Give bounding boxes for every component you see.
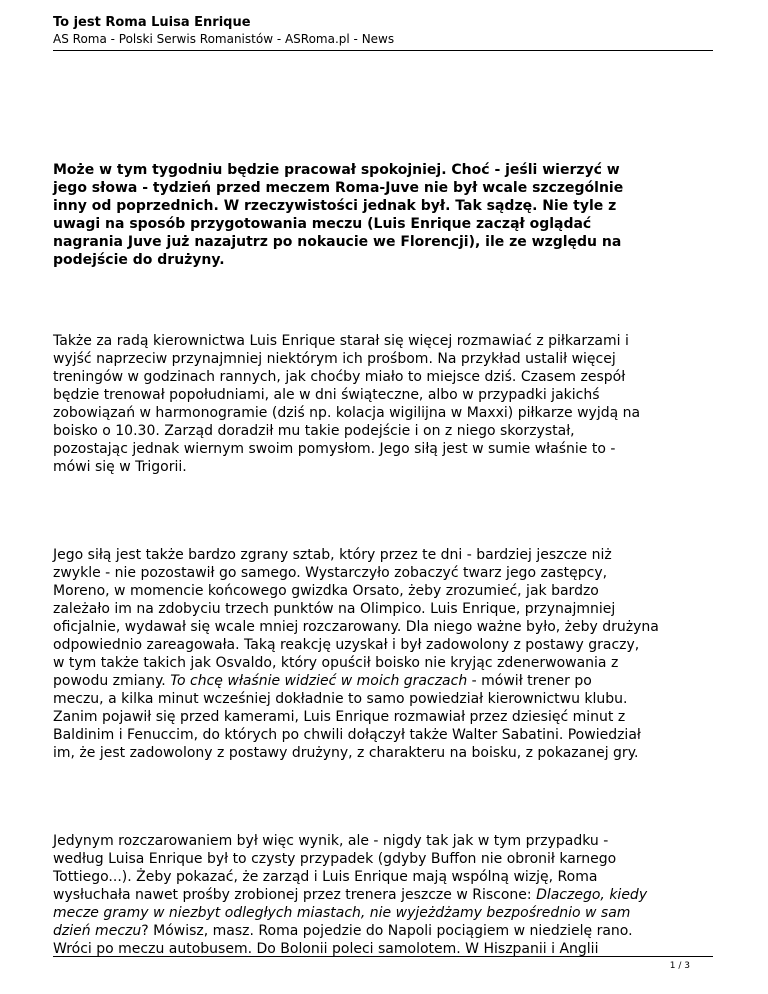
article-paragraph-3: [53, 832, 718, 958]
article-paragraph-2: [53, 546, 718, 762]
paragraph-line: Zanim pojawił się przed kamerami, Luis Enrique rozmawiał przez dziesięć minut z: [53, 709, 626, 725]
paragraph-line: według Luisa Enrique był to czysty przypadek (gdyby Buffon nie obronił karnego: [53, 851, 617, 867]
paragraph-line: Baldinim i Fenuccim, do których po chwili dołączył także Walter Sabatini. Powiedział: [53, 727, 641, 743]
article-body: [53, 161, 718, 958]
footer-divider: [53, 956, 713, 957]
line-suffix: ? Mówisz, masz. Roma pojedzie do Napoli pociągiem w niedzielę rano.: [141, 923, 633, 939]
coach-quote: Dlaczego, kiedy: [536, 887, 648, 903]
paragraph-line: zobowiązań w harmonogramie (dziś np. kolacja wigilijna w Maxxi) piłkarze wyjdą na: [53, 405, 641, 421]
paragraph-line: treningów w godzinach rannych, jak choćby miało to miejsce dziś. Czasem zespół: [53, 369, 626, 385]
lead-line: uwagi na sposób przygotowania meczu (Luis Enrique zaczął oglądać: [53, 216, 592, 232]
paragraph-line: pozostając jednak wiernym swoim pomysłom. Jego siłą jest w sumie właśnie to -: [53, 441, 616, 457]
paragraph-line: będzie trenował popołudniami, ale w dni świąteczne, albo w przypadki jakichś: [53, 387, 600, 403]
paragraph-line: oficjalnie, wydawał się wcale mniej rozczarowany. Dla niego ważne było, żeby drużyna: [53, 619, 659, 635]
paragraph-line-quote: [53, 672, 718, 690]
paragraph-line-quote: [53, 904, 718, 922]
lead-line: nagrania Juve już nazajutrz po nokaucie we Florencji), ile ze względu na: [53, 234, 622, 250]
paragraph-line: Moreno, w momencie końcowego gwizdka Orsato, żeby zrozumieć, jak bardzo: [53, 583, 599, 599]
article-lead: [53, 161, 718, 269]
paragraph-line: zwykle - nie pozostawił go samego. Wystarczyło zobaczyć twarz jego zastępcy,: [53, 565, 608, 581]
paragraph-spacer: [53, 305, 718, 332]
paragraph-line: Jego siłą jest także bardzo zgrany sztab, który przez te dni - bardziej jeszcze niż: [53, 547, 612, 563]
quote-prefix: powodu zmiany.: [53, 673, 171, 689]
paragraph-line: wyjść naprzeciw przynajmniej niektórym ich prośbom. Na przykład ustalił więcej: [53, 351, 616, 367]
paragraph-spacer: [53, 762, 718, 832]
paragraph-line: Jedynym rozczarowaniem był więc wynik, ale - nigdy tak jak w tym przypadku -: [53, 833, 609, 849]
paragraph-line: zależało im na zdobyciu trzech punktów na Olimpico. Luis Enrique, przynajmniej: [53, 601, 616, 617]
paragraph-spacer: [53, 476, 718, 546]
paragraph-spacer: [53, 269, 718, 305]
lead-line: podejście do drużyny.: [53, 252, 225, 268]
coach-quote: mecze gramy w niezbyt odległych miastach, nie wyjeżdżamy bezpośrednio w sam: [53, 905, 631, 921]
coach-quote: To chcę właśnie widzieć w moich graczach: [170, 673, 468, 689]
paragraph-line: meczu, a kilka minut wcześniej dokładnie to samo powiedział kierownictwu klubu.: [53, 691, 628, 707]
document-header: [53, 14, 713, 47]
quote-suffix: - mówił trener po: [467, 673, 592, 689]
lead-line: Może w tym tygodniu będzie pracował spokojniej. Choć - jeśli wierzyć w: [53, 162, 620, 178]
coach-quote: dzień meczu: [53, 923, 142, 939]
document-title: To jest Roma Luisa Enrique: [53, 15, 251, 30]
paragraph-line: Wróci po meczu autobusem. Do Bolonii poleci samolotem. W Hiszpanii i Anglii: [53, 941, 599, 957]
header-divider: [53, 50, 713, 51]
paragraph-line: Także za radą kierownictwa Luis Enrique starał się więcej rozmawiać z piłkarzami i: [53, 333, 629, 349]
paragraph-line: w tym także takich jak Osvaldo, który opuścił boisko nie kryjąc zdenerwowania z: [53, 655, 619, 671]
paragraph-line: boisko o 10.30. Zarząd doradził mu takie podejście i on z niego skorzystał,: [53, 423, 575, 439]
paragraph-line-quote: [53, 922, 718, 940]
lead-line: jego słowa - tydzień przed meczem Roma-Juve nie był wcale szczególnie: [53, 180, 624, 196]
article-paragraph-1: [53, 332, 718, 476]
paragraph-line: Tottiego...). Żeby pokazać, że zarząd i Luis Enrique mają wspólną wizję, Roma: [53, 869, 598, 885]
paragraph-line: mówi się w Trigorii.: [53, 459, 187, 475]
paragraph-line-quote: [53, 886, 718, 904]
lead-line: inny od poprzednich. W rzeczywistości jednak był. Tak sądzę. Nie tyle z: [53, 198, 617, 214]
site-name: AS Roma - Polski Serwis Romanistów - ASRoma.pl - News: [53, 32, 395, 46]
paragraph-line: im, że jest zadowolony z postawy drużyny, z charakteru na boisku, z pokazanej gry.: [53, 745, 639, 761]
line-prefix: wysłuchała nawet prośby zrobionej przez trenera jeszcze w Riscone:: [53, 887, 537, 903]
page-number: 1 / 3: [669, 961, 690, 971]
paragraph-line: odpowiednio zareagowała. Taką reakcję uzyskał i był zadowolony z postawy graczy,: [53, 637, 640, 653]
